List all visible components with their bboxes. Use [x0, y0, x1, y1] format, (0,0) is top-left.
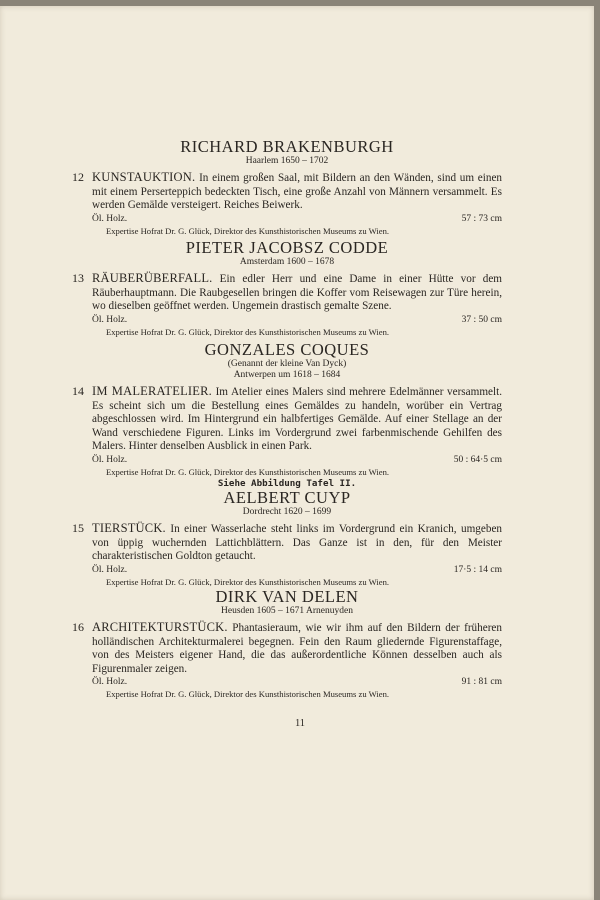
entry-description: [72, 385, 502, 454]
lot-text: Ein edler Herr und eine Dame in einer Hütte vor dem Räuberhauptmann. Die Raubgesellen bringen die Koffer vom Reisewagen zur Türe herein, wo dieselben geöffnet werden. Ungemein drastisch gemalte Szene.: [92, 273, 502, 312]
lot-size: 91 : 81 cm: [461, 677, 502, 687]
lot-meta: [72, 564, 502, 576]
lot-title: KUNSTAUKTION.: [92, 170, 196, 184]
lot-title: IM MALERATELIER.: [92, 384, 212, 398]
lot-title: ARCHITEKTURSTÜCK.: [92, 620, 228, 634]
lot-medium: Öl. Holz.: [92, 454, 128, 465]
artist-origin: Haarlem 1650 – 1702: [245, 156, 329, 166]
lot-text: In einer Wasserlache steht links im Vordergrund ein Kranich, umgeben von üppig wuchernden Lattichblättern. Das Ganze ist in den, für den Meister charakteristischen Goldton getaucht.: [92, 523, 503, 562]
lot-number: 12: [72, 170, 84, 184]
entry-description: [72, 171, 502, 213]
plate-reference: Siehe Abbildung Tafel II.: [217, 477, 357, 489]
lot-expertise: Expertise Hofrat Dr. G. Glück, Direktor des Kunsthistorischen Museums zu Wien.: [106, 225, 390, 236]
lot-number: 16: [72, 620, 84, 634]
lot-size: 17·5 : 14 cm: [453, 564, 502, 575]
lot-meta: [72, 454, 502, 466]
lot-title: TIERSTÜCK.: [92, 521, 166, 535]
lot-medium: Öl. Holz.: [92, 314, 128, 325]
entry-description: [72, 522, 502, 564]
lot-size: 50 : 64·5 cm: [453, 454, 502, 465]
lot-number: 14: [72, 384, 84, 398]
lot-title: RÄUBERÜBERFALL.: [92, 271, 213, 285]
lot-text: Im Atelier eines Malers sind mehrere Edelmänner versammelt. Es scheint sich um die Bestellung eines Gemäldes zu handeln, worüber ein Vertrag abgeschlossen wird. Im Hintergrund ein halbfertiges Gemälde. Auf einer Stellage an der Wand verschiedene Figuren. Links im Vordergrund zwei farbenmischende Gehilfen des Malers. Hinter denselben Ausblick in einen Park.: [92, 386, 502, 452]
lot-meta: [72, 213, 502, 225]
artist-origin: Amsterdam 1600 – 1678: [239, 257, 335, 267]
lot-expertise: Expertise Hofrat Dr. G. Glück, Direktor des Kunsthistorischen Museums zu Wien.: [106, 326, 390, 337]
artist-name: GONZALES COQUES: [204, 340, 370, 359]
artist-alias: (Genannt der kleine Van Dyck): [227, 359, 347, 369]
artist-name: DIRK VAN DELEN: [215, 587, 359, 606]
page-number: 11: [294, 718, 306, 729]
lot-number: 15: [72, 521, 84, 535]
artist-origin: Heusden 1605 – 1671 Arnenuyden: [221, 606, 353, 616]
artist-origin: Dordrecht 1620 – 1699: [242, 507, 332, 517]
catalog-entry: [72, 489, 502, 588]
lot-size: 37 : 50 cm: [461, 314, 502, 325]
lot-expertise: Expertise Hofrat Dr. G. Glück, Direktor des Kunsthistorischen Museums zu Wien.: [106, 576, 390, 587]
lot-medium: Öl. Holz.: [92, 564, 128, 575]
catalog-entry: [72, 239, 502, 338]
lot-medium: Öl. Holz.: [92, 213, 128, 224]
artist-name: AELBERT CUYP: [223, 488, 351, 507]
entry-description: [72, 621, 502, 676]
lot-medium: Öl. Holz.: [92, 677, 128, 687]
lot-meta: [72, 676, 502, 688]
lot-text: Phantasieraum, wie wir ihm auf den Bildern der früheren holländischen Architekturmalerei begegnen. Fein den Raum gliedernde Figurenstaffage, von des Meisters eigener Hand, die das außerordentliche Können desselben auch als Figurenmaler zeigen.: [92, 622, 502, 675]
lot-meta: [72, 314, 502, 326]
artist-name: PIETER JACOBSZ CODDE: [185, 238, 389, 257]
lot-size: 57 : 73 cm: [461, 213, 502, 224]
artist-origin: Antwerpen um 1618 – 1684: [233, 370, 341, 380]
catalog-page: [0, 6, 594, 900]
lot-expertise: Expertise Hofrat Dr. G. Glück, Direktor des Kunsthistorischen Museums zu Wien.: [106, 466, 390, 477]
artist-name: RICHARD BRAKENBURGH: [180, 137, 394, 156]
catalog-entry: [72, 588, 502, 700]
catalog-entry: [72, 138, 502, 237]
lot-text: In einem großen Saal, mit Bildern an den Wänden, sind um einen mit einem Perserteppich bedeckten Tisch, eine große Anzahl von Männern versammelt. Es werden Gemälde versteigert. Reiches Beiwerk.: [92, 172, 503, 211]
entry-description: [72, 272, 502, 314]
lot-expertise: Expertise Hofrat Dr. G. Glück, Direktor des Kunsthistorischen Museums zu Wien.: [106, 689, 390, 699]
catalog-entry: [72, 341, 502, 489]
lot-number: 13: [72, 271, 84, 285]
